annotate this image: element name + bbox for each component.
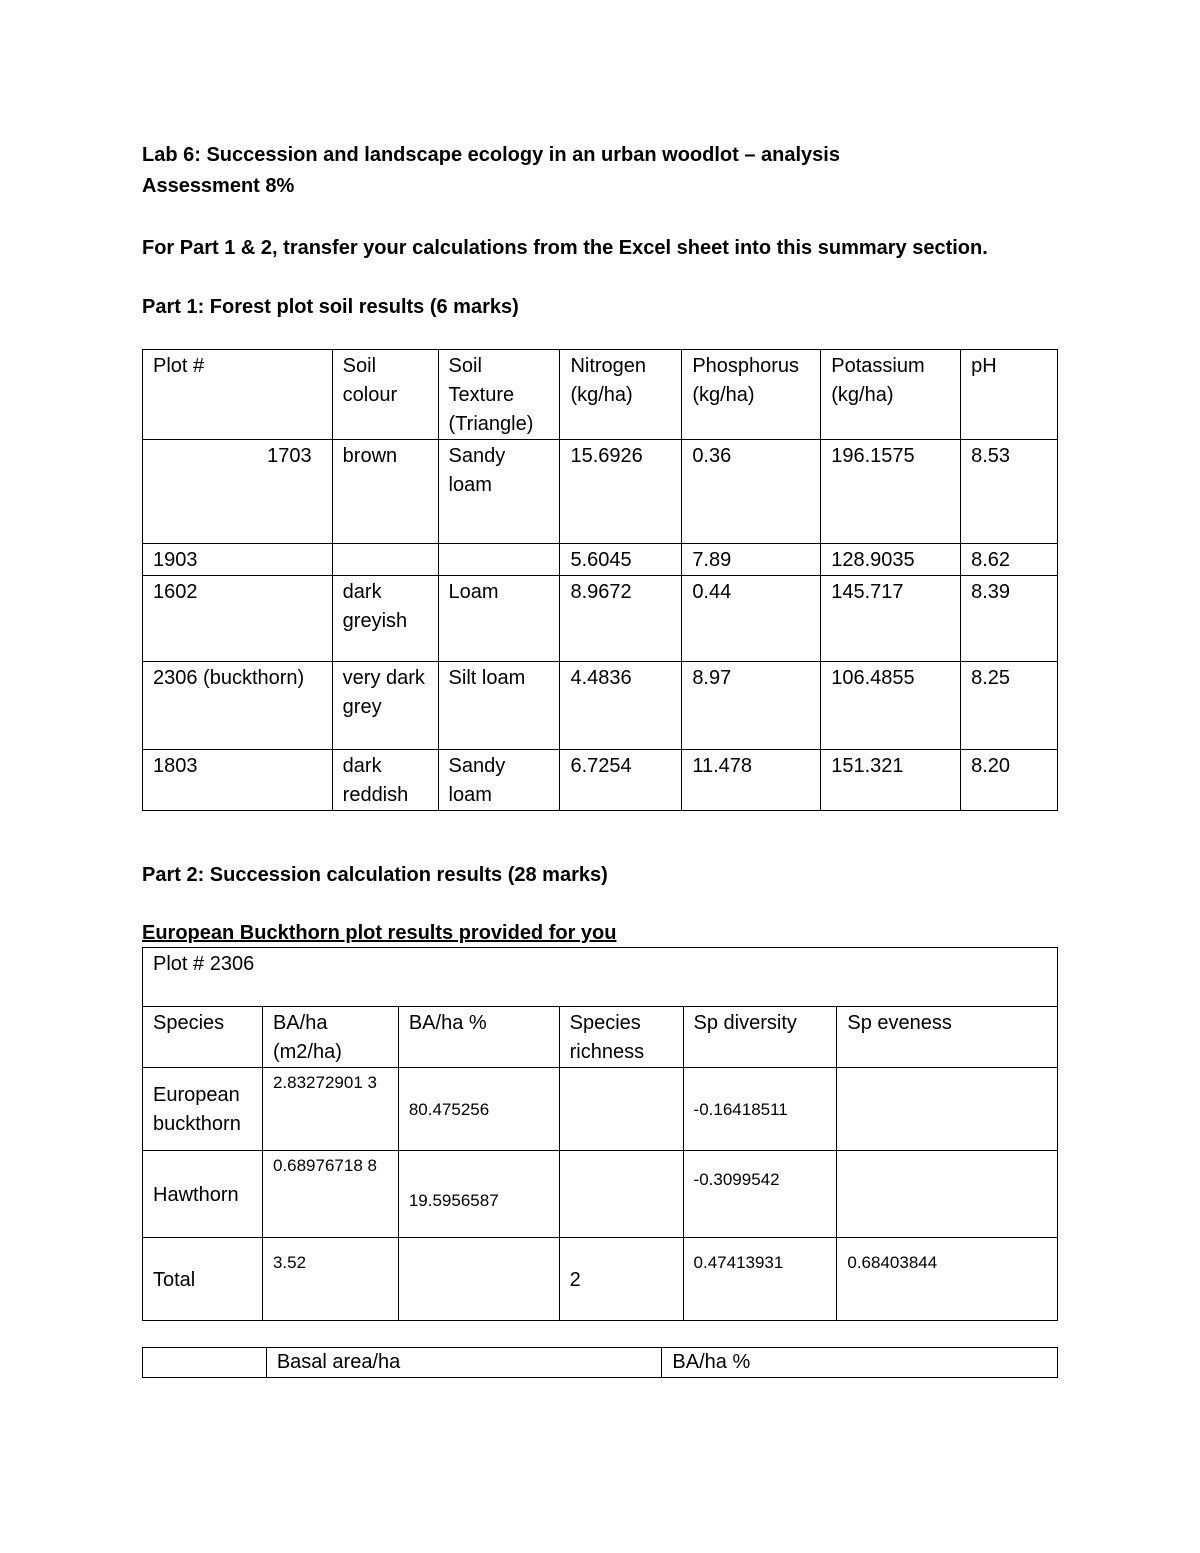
- ph-cell: 8.39: [961, 576, 1058, 662]
- ba-pct-cell: 80.475256: [398, 1068, 559, 1151]
- evenness-cell: [837, 1151, 1058, 1238]
- table-header-row: [143, 1007, 1058, 1068]
- texture-cell: Silt loam: [438, 662, 560, 750]
- texture-cell: Sandy loam: [438, 440, 560, 544]
- nitrogen-cell: 4.4836: [560, 662, 682, 750]
- plot-label: Plot # 2306: [143, 948, 1058, 1007]
- potassium-cell: 145.717: [821, 576, 961, 662]
- column-header: BA/ha %: [398, 1007, 559, 1068]
- phosphorus-cell: 11.478: [682, 750, 821, 811]
- colour-cell: brown: [332, 440, 438, 544]
- potassium-cell: 128.9035: [821, 544, 961, 576]
- column-header: Phosphorus (kg/ha): [682, 350, 821, 440]
- table-row: [143, 1151, 1058, 1238]
- richness-cell: 2: [559, 1238, 683, 1321]
- table-row: [143, 576, 1058, 662]
- nitrogen-cell: 15.6926: [560, 440, 682, 544]
- phosphorus-cell: 0.36: [682, 440, 821, 544]
- nitrogen-cell: 5.6045: [560, 544, 682, 576]
- species-cell: Hawthorn: [143, 1151, 263, 1238]
- richness-cell: [559, 1068, 683, 1151]
- richness-cell: [559, 1151, 683, 1238]
- evenness-cell: [837, 1068, 1058, 1151]
- diversity-cell: -0.16418511: [683, 1068, 837, 1151]
- plot-cell: 1703: [143, 440, 333, 544]
- plot-cell: 2306 (buckthorn): [143, 662, 333, 750]
- potassium-cell: 196.1575: [821, 440, 961, 544]
- ph-cell: 8.25: [961, 662, 1058, 750]
- column-header: [143, 1348, 267, 1378]
- colour-cell: [332, 544, 438, 576]
- part2-subheading: European Buckthorn plot results provided for you: [142, 922, 617, 944]
- column-header: Potassium (kg/ha): [821, 350, 961, 440]
- column-header: Species: [143, 1007, 263, 1068]
- document-title: Lab 6: Succession and landscape ecology in an urban woodlot – analysis: [142, 144, 840, 166]
- potassium-cell: 106.4855: [821, 662, 961, 750]
- nitrogen-cell: 8.9672: [560, 576, 682, 662]
- column-header: Plot #: [143, 350, 333, 440]
- column-header: pH: [961, 350, 1058, 440]
- column-header: Sp eveness: [837, 1007, 1058, 1068]
- column-header: Nitrogen (kg/ha): [560, 350, 682, 440]
- phosphorus-cell: 0.44: [682, 576, 821, 662]
- ba-cell: 3.52: [262, 1238, 398, 1321]
- species-cell: European buckthorn: [143, 1068, 263, 1151]
- evenness-cell: 0.68403844: [837, 1238, 1058, 1321]
- part1-heading: Part 1: Forest plot soil results (6 marks): [142, 296, 519, 318]
- texture-cell: Sandy loam: [438, 750, 560, 811]
- ph-cell: 8.62: [961, 544, 1058, 576]
- column-header: Species richness: [559, 1007, 683, 1068]
- column-header: Basal area/ha: [266, 1348, 662, 1378]
- diversity-cell: 0.47413931: [683, 1238, 837, 1321]
- column-header: Sp diversity: [683, 1007, 837, 1068]
- colour-cell: dark greyish: [332, 576, 438, 662]
- table-row: [143, 662, 1058, 750]
- table-header-row: [143, 350, 1058, 440]
- colour-cell: very dark grey: [332, 662, 438, 750]
- phosphorus-cell: 8.97: [682, 662, 821, 750]
- ph-cell: 8.53: [961, 440, 1058, 544]
- instruction-text: For Part 1 & 2, transfer your calculations from the Excel sheet into this summary section.: [142, 237, 988, 259]
- ba-pct-cell: 19.5956587: [398, 1151, 559, 1238]
- ph-cell: 8.20: [961, 750, 1058, 811]
- table-row: [143, 544, 1058, 576]
- table-row: [143, 750, 1058, 811]
- plot-cell: 1903: [143, 544, 333, 576]
- ba-pct-cell: [398, 1238, 559, 1321]
- buckthorn-results-table: [142, 947, 1058, 1321]
- part2-heading: Part 2: Succession calculation results (28 marks): [142, 864, 608, 886]
- column-header: Soil colour: [332, 350, 438, 440]
- potassium-cell: 151.321: [821, 750, 961, 811]
- texture-cell: [438, 544, 560, 576]
- plot-cell: 1602: [143, 576, 333, 662]
- plot-cell: 1803: [143, 750, 333, 811]
- column-header: BA/ha %: [662, 1348, 1058, 1378]
- texture-cell: Loam: [438, 576, 560, 662]
- table-header-row: [143, 1348, 1058, 1378]
- species-cell: Total: [143, 1238, 263, 1321]
- column-header: BA/ha (m2/ha): [262, 1007, 398, 1068]
- ba-cell: 2.83272901 3: [262, 1068, 398, 1151]
- table-row: [143, 1068, 1058, 1151]
- nitrogen-cell: 6.7254: [560, 750, 682, 811]
- diversity-cell: -0.3099542: [683, 1151, 837, 1238]
- colour-cell: dark reddish: [332, 750, 438, 811]
- table-row: [143, 1238, 1058, 1321]
- basal-area-table: [142, 1347, 1058, 1378]
- table-row: [143, 440, 1058, 544]
- column-header: Soil Texture (Triangle): [438, 350, 560, 440]
- soil-results-table: [142, 349, 1058, 811]
- ba-cell: 0.68976718 8: [262, 1151, 398, 1238]
- assessment-weight: Assessment 8%: [142, 175, 295, 197]
- phosphorus-cell: 7.89: [682, 544, 821, 576]
